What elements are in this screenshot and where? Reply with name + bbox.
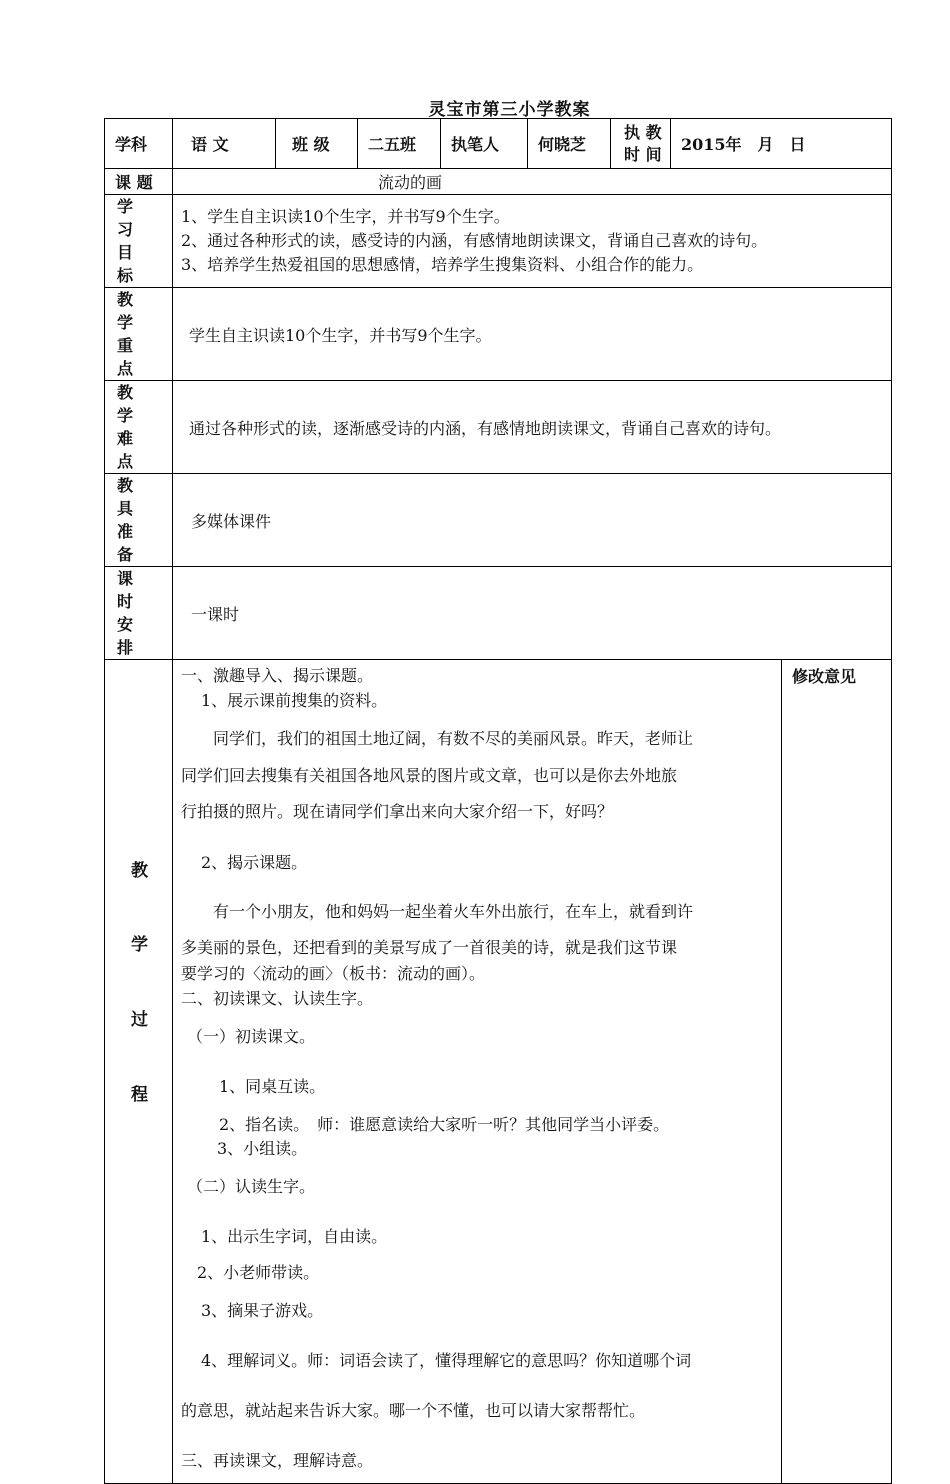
process-label-char: 过 (131, 1010, 148, 1030)
process-line: 1、展示课前搜集的资料。 (201, 691, 388, 710)
process-line: 二、初读课文、认读生字。 (181, 989, 374, 1008)
process-line: 有一个小朋友，他和妈妈一起坐着火车外出旅行，在车上，就看到许 (213, 902, 694, 921)
document-title: 灵宝市第三小学教案 (428, 100, 591, 120)
key-points-value: 学生自主识读10个生字，并书写9个生字。 (173, 288, 892, 381)
objective-item: 1、学生自主识读10个生字，并书写9个生字。 (181, 207, 510, 226)
difficulties-value: 通过各种形式的读，逐渐感受诗的内涵，有感情地朗读课文，背诵自己喜欢的诗句。 (173, 381, 892, 474)
objectives-list (173, 195, 892, 288)
class-label: 班 级 (276, 119, 358, 169)
topic-value: 流动的画 (173, 169, 892, 195)
process-line: 同学们，我们的祖国土地辽阔，有数不尽的美丽风景。昨天，老师让 (213, 729, 694, 748)
objective-item: 3、培养学生热爱祖国的思想感情，培养学生搜集资料、小组合作的能力。 (181, 255, 704, 274)
process-row (105, 660, 892, 1484)
process-line: 2、小老师带读。 (197, 1263, 320, 1282)
periods-row (105, 567, 892, 660)
difficulties-label: 教 学 难 点 (105, 381, 173, 474)
process-line: 1、出示生字词，自由读。 (201, 1227, 388, 1246)
date-value: 2015年 月 日 (671, 119, 892, 169)
process-line: 2、揭示课题。 (201, 853, 308, 872)
process-label-char: 教 (131, 861, 148, 881)
author-value: 何晓芝 (528, 119, 611, 169)
process-line: 三、再读课文，理解诗意。 (181, 1451, 374, 1470)
materials-value: 多媒体课件 (173, 474, 892, 567)
topic-row (105, 169, 892, 195)
process-line: 3、摘果子游戏。 (201, 1301, 324, 1320)
objectives-label: 学 习 目 标 (105, 195, 173, 288)
objective-item: 2、通过各种形式的读，感受诗的内涵，有感情地朗读课文，背诵自己喜欢的诗句。 (181, 231, 768, 250)
materials-row (105, 474, 892, 567)
revision-notes-label: 修改意见 (782, 660, 892, 1484)
key-points-row (105, 288, 892, 381)
subject-label: 学科 (105, 119, 173, 169)
topic-label: 课 题 (105, 169, 173, 195)
process-line: 4、理解词义。师：词语会读了，懂得理解它的意思吗？你知道哪个词 (201, 1351, 692, 1370)
process-label-char: 程 (131, 1085, 148, 1105)
process-line: 一、激趣导入、揭示课题。 (181, 666, 374, 685)
process-line: （一）初读课文。 (187, 1027, 316, 1046)
process-content (173, 660, 782, 1484)
key-points-label: 教 学 重 点 (105, 288, 173, 381)
author-label: 执笔人 (441, 119, 528, 169)
objectives-row (105, 195, 892, 288)
process-line: 1、同桌互读。 (219, 1077, 326, 1096)
process-line: 行拍摄的照片。现在请同学们拿出来向大家介绍一下，好吗？ (181, 802, 614, 821)
process-line: 多美丽的景色，还把看到的美景写成了一首很美的诗，就是我们这节课 (181, 938, 678, 957)
subject-value: 语 文 (173, 119, 276, 169)
materials-label: 教 具 准 备 (105, 474, 173, 567)
process-label-char: 学 (131, 935, 148, 955)
process-line: 2、指名读。 师：谁愿意读给大家听一听？其他同学当小评委。 (219, 1115, 670, 1134)
process-line: 3、小组读。 (217, 1139, 308, 1158)
header-row (105, 119, 892, 169)
process-line: 要学习的〈流动的画〉（板书：流动的画）。 (181, 964, 486, 983)
periods-label: 课 时 安 排 (105, 567, 173, 660)
periods-value: 一课时 (173, 567, 892, 660)
process-line: （二）认读生字。 (187, 1177, 316, 1196)
process-line: 的意思，就站起来告诉大家。哪一个不懂，也可以请大家帮帮忙。 (181, 1401, 646, 1420)
lesson-plan-table (104, 118, 892, 1484)
teaching-time-label: 执 教 时 间 (611, 119, 671, 169)
process-label (105, 660, 173, 1484)
difficulties-row (105, 381, 892, 474)
class-value: 二五班 (358, 119, 441, 169)
process-line: 同学们回去搜集有关祖国各地风景的图片或文章，也可以是你去外地旅 (181, 766, 678, 785)
